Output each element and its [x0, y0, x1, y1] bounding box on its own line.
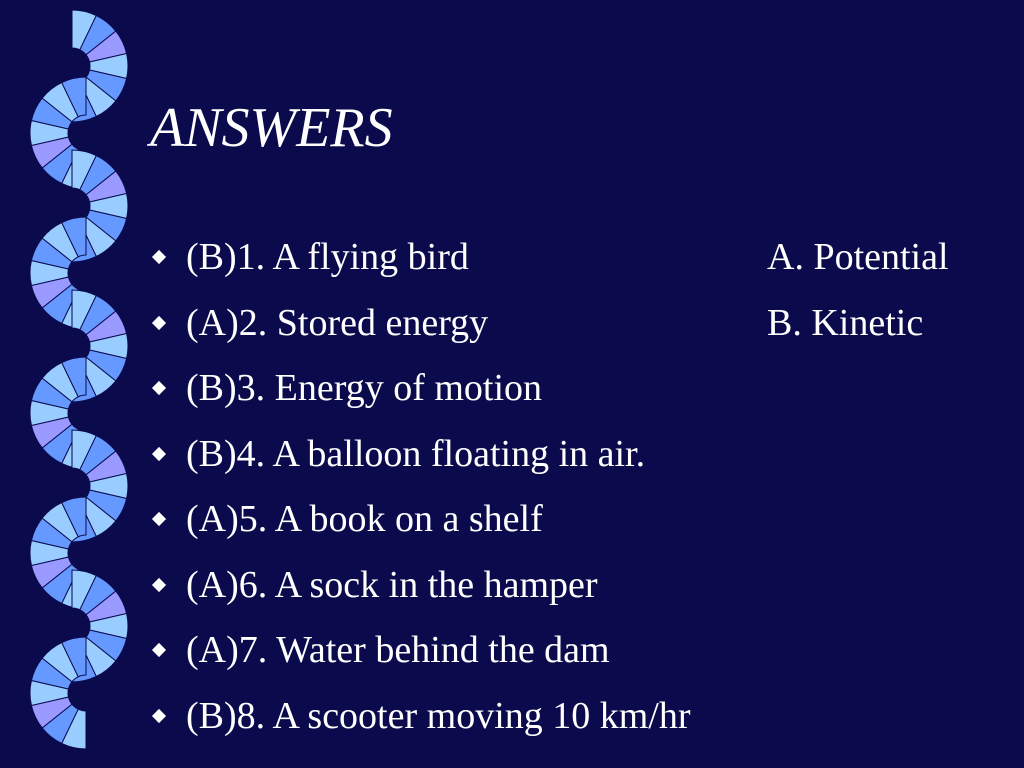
answer-text: (B)3. Energy of motion: [186, 367, 543, 409]
diamond-bullet-icon: [152, 315, 166, 329]
answer-key-label: B. Kinetic: [767, 301, 924, 344]
diamond-bullet-icon: [152, 446, 166, 460]
list-item: [150, 429, 1010, 495]
list-item: [150, 494, 1010, 560]
answer-text: (A)2. Stored energy: [186, 301, 489, 344]
decorative-fan-border: [0, 0, 140, 768]
answer-text: (A)7. Water behind the dam: [186, 629, 610, 671]
list-item: [150, 560, 1010, 626]
answer-text: (B)4. A balloon floating in air.: [186, 432, 646, 475]
answer-text: (A)6. A sock in the hamper: [186, 563, 598, 606]
answer-text: (B)1. A flying bird: [186, 236, 469, 278]
list-item: [150, 691, 1010, 757]
answer-text: (A)5. A book on a shelf: [186, 498, 543, 540]
list-item: [150, 232, 1010, 298]
answer-key-label: A. Potential: [767, 236, 949, 278]
diamond-bullet-icon: [152, 250, 166, 264]
diamond-bullet-icon: [152, 643, 166, 657]
slide-title: ANSWERS: [150, 97, 393, 159]
diamond-bullet-icon: [152, 577, 166, 591]
list-item: [150, 363, 1010, 429]
answer-list: [150, 232, 1010, 756]
diamond-bullet-icon: [152, 381, 166, 395]
list-item: [150, 625, 1010, 691]
list-item: [150, 298, 1010, 364]
answer-text: (B)8. A scooter moving 10 km/hr: [186, 694, 691, 737]
diamond-bullet-icon: [152, 512, 166, 526]
diamond-bullet-icon: [152, 708, 166, 722]
